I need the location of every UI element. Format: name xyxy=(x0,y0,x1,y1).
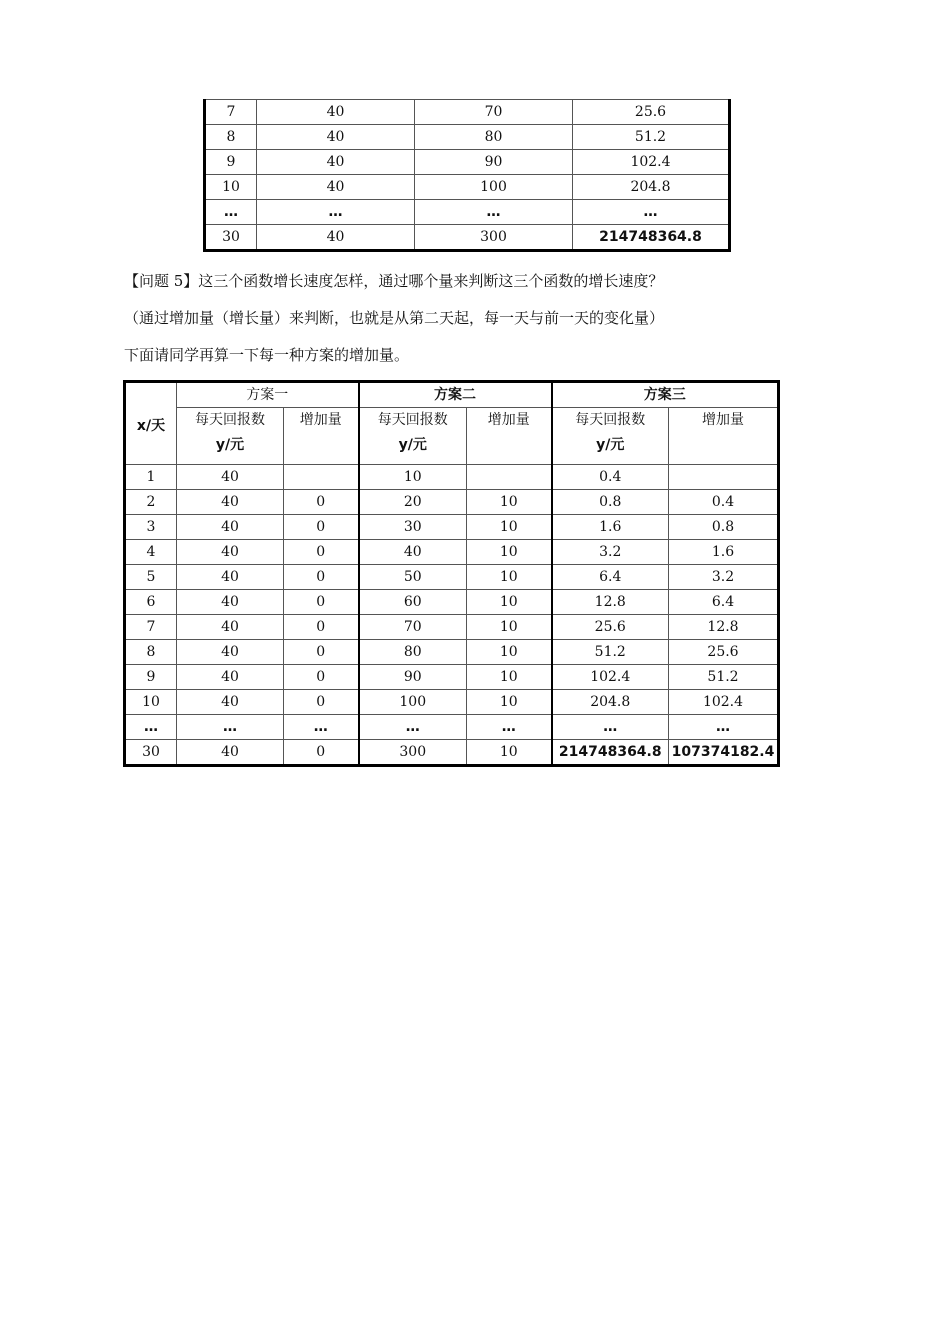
subheader-plan2-daily xyxy=(359,408,467,465)
main-table-cell: 0.8 xyxy=(669,515,779,540)
top-table-cell: 40 xyxy=(257,125,415,150)
main-table-cell: 6 xyxy=(125,590,177,615)
main-table-cell: 3.2 xyxy=(552,540,669,565)
main-table-row xyxy=(125,615,779,640)
main-table-cell: 100 xyxy=(359,690,467,715)
main-table-cell: … xyxy=(359,715,467,740)
daily-return-unit: y/元 xyxy=(398,437,427,453)
main-table-row xyxy=(125,740,779,766)
main-table-cell: 10 xyxy=(125,690,177,715)
top-table-cell: 300 xyxy=(415,225,573,251)
main-table-cell: 90 xyxy=(359,665,467,690)
main-table-cell: 0 xyxy=(284,540,359,565)
main-table-cell: 40 xyxy=(177,465,284,490)
main-table-cell: 10 xyxy=(467,740,552,766)
main-table-cell: 40 xyxy=(177,490,284,515)
main-table-cell: 0.4 xyxy=(669,490,779,515)
top-table-row xyxy=(205,200,730,225)
main-table-cell: … xyxy=(125,715,177,740)
main-table-cell: 102.4 xyxy=(552,665,669,690)
main-table-cell: 300 xyxy=(359,740,467,766)
top-table-cell: 40 xyxy=(257,175,415,200)
main-table-cell: 40 xyxy=(177,590,284,615)
main-table-row xyxy=(125,515,779,540)
main-table-cell: 40 xyxy=(177,515,284,540)
top-table-cell: 40 xyxy=(257,100,415,125)
top-table-cell: 90 xyxy=(415,150,573,175)
main-table-cell: 40 xyxy=(177,540,284,565)
main-table-cell: 8 xyxy=(125,640,177,665)
question-text: 【问题 5】这三个函数增长速度怎样，通过哪个量来判断这三个函数的增长速度？ xyxy=(124,272,664,290)
main-table-cell xyxy=(284,465,359,490)
main-table-cell: 6.4 xyxy=(552,565,669,590)
main-table-cell: 40 xyxy=(177,565,284,590)
main-table-cell: 3 xyxy=(125,515,177,540)
main-table-cell: 0 xyxy=(284,490,359,515)
top-table-cell: 80 xyxy=(415,125,573,150)
top-table-cell: 100 xyxy=(415,175,573,200)
top-table-cell: 8 xyxy=(205,125,257,150)
main-table-cell: 10 xyxy=(467,640,552,665)
main-table-cell: … xyxy=(467,715,552,740)
main-table-cell: … xyxy=(552,715,669,740)
main-table-cell: 107374182.4 xyxy=(669,740,779,766)
main-table-cell: 60 xyxy=(359,590,467,615)
top-table-cell: 40 xyxy=(257,150,415,175)
subheader-plan2-increase: 增加量 xyxy=(467,408,552,465)
subheader-plan3-increase: 增加量 xyxy=(669,408,779,465)
header-row xyxy=(125,382,779,408)
main-table-cell: 10 xyxy=(467,565,552,590)
top-table-row xyxy=(205,100,730,125)
top-table-row xyxy=(205,225,730,251)
main-table-row xyxy=(125,640,779,665)
main-table-row xyxy=(125,490,779,515)
main-table-cell: 3.2 xyxy=(669,565,779,590)
main-table-cell: 40 xyxy=(177,640,284,665)
main-table-cell: … xyxy=(669,715,779,740)
main-table-cell: 102.4 xyxy=(669,690,779,715)
instruction-text: 下面请同学再算一下每一种方案的增加量。 xyxy=(124,346,410,364)
main-table-row xyxy=(125,565,779,590)
main-table-cell: 4 xyxy=(125,540,177,565)
main-table-cell: 0 xyxy=(284,665,359,690)
main-table-cell: 0 xyxy=(284,515,359,540)
daily-return-unit: y/元 xyxy=(596,437,625,453)
top-table-cell: … xyxy=(415,200,573,225)
main-table-row xyxy=(125,590,779,615)
main-table-cell: 80 xyxy=(359,640,467,665)
main-table-row xyxy=(125,465,779,490)
main-table-cell: 10 xyxy=(467,590,552,615)
top-table-cell: … xyxy=(573,200,730,225)
main-table-cell: 10 xyxy=(467,615,552,640)
main-table-cell: 50 xyxy=(359,565,467,590)
main-table-cell: 9 xyxy=(125,665,177,690)
main-table-cell: 1.6 xyxy=(552,515,669,540)
main-table-cell: … xyxy=(177,715,284,740)
main-table-body xyxy=(125,382,779,766)
daily-return-label: 每天回报数 xyxy=(575,412,646,428)
top-table-row xyxy=(205,175,730,200)
header-plan2: 方案二 xyxy=(359,382,552,408)
main-table-cell: 10 xyxy=(467,665,552,690)
main-table-cell: 40 xyxy=(177,740,284,766)
main-table-cell: 10 xyxy=(359,465,467,490)
main-table-row xyxy=(125,665,779,690)
daily-return-unit: y/元 xyxy=(215,437,245,453)
main-table-cell: 5 xyxy=(125,565,177,590)
main-table-cell: 70 xyxy=(359,615,467,640)
main-table-cell xyxy=(669,465,779,490)
main-table-cell: 20 xyxy=(359,490,467,515)
top-table-cell: … xyxy=(257,200,415,225)
main-table-cell: 10 xyxy=(467,515,552,540)
main-table-cell: 10 xyxy=(467,690,552,715)
main-table-cell: 10 xyxy=(467,540,552,565)
top-table-row xyxy=(205,125,730,150)
main-table xyxy=(123,380,780,767)
main-table-cell: 10 xyxy=(467,490,552,515)
top-table-row xyxy=(205,150,730,175)
main-table-cell: 12.8 xyxy=(552,590,669,615)
main-table-cell: 25.6 xyxy=(552,615,669,640)
header-x-day: x/天 xyxy=(125,382,177,465)
top-table-cell: … xyxy=(205,200,257,225)
main-table-cell: 0 xyxy=(284,565,359,590)
top-table-cell: 214748364.8 xyxy=(573,225,730,251)
main-table-cell: 0 xyxy=(284,640,359,665)
top-table-body xyxy=(205,100,730,251)
main-table-cell: 30 xyxy=(125,740,177,766)
top-table-cell: 40 xyxy=(257,225,415,251)
main-table-cell: 6.4 xyxy=(669,590,779,615)
main-table-cell: 40 xyxy=(177,690,284,715)
main-table-cell: 1 xyxy=(125,465,177,490)
top-table-cell: 102.4 xyxy=(573,150,730,175)
main-table-cell: 204.8 xyxy=(552,690,669,715)
main-table-cell: … xyxy=(284,715,359,740)
subheader-plan3-daily xyxy=(552,408,669,465)
main-table-cell: 51.2 xyxy=(552,640,669,665)
subheader-row xyxy=(125,408,779,465)
main-table-cell: 51.2 xyxy=(669,665,779,690)
main-table-cell: 0 xyxy=(284,740,359,766)
main-table-row xyxy=(125,540,779,565)
header-plan3: 方案三 xyxy=(552,382,779,408)
main-table-cell: 214748364.8 xyxy=(552,740,669,766)
main-table-cell: 12.8 xyxy=(669,615,779,640)
top-table xyxy=(203,99,731,252)
main-table-cell: 1.6 xyxy=(669,540,779,565)
subheader-plan1-daily xyxy=(177,408,284,465)
answer-text: （通过增加量（增长量）来判断，也就是从第二天起，每一天与前一天的变化量） xyxy=(124,309,665,327)
main-table-cell: 40 xyxy=(177,665,284,690)
main-table-cell: 0.4 xyxy=(552,465,669,490)
main-table-cell: 7 xyxy=(125,615,177,640)
main-table-cell xyxy=(467,465,552,490)
subheader-plan1-increase: 增加量 xyxy=(284,408,359,465)
top-table-cell: 9 xyxy=(205,150,257,175)
top-table-cell: 51.2 xyxy=(573,125,730,150)
daily-return-label: 每天回报数 xyxy=(195,412,265,428)
header-plan1: 方案一 xyxy=(177,382,359,408)
main-table-cell: 0 xyxy=(284,590,359,615)
top-table-cell: 204.8 xyxy=(573,175,730,200)
top-table-cell: 30 xyxy=(205,225,257,251)
main-table-row xyxy=(125,715,779,740)
main-table-cell: 0 xyxy=(284,690,359,715)
main-table-cell: 30 xyxy=(359,515,467,540)
top-table-cell: 10 xyxy=(205,175,257,200)
main-table-cell: 25.6 xyxy=(669,640,779,665)
top-table-cell: 25.6 xyxy=(573,100,730,125)
top-table-cell: 7 xyxy=(205,100,257,125)
top-table-cell: 70 xyxy=(415,100,573,125)
main-table-cell: 40 xyxy=(359,540,467,565)
main-table-cell: 0 xyxy=(284,615,359,640)
main-table-row xyxy=(125,690,779,715)
main-table-cell: 2 xyxy=(125,490,177,515)
main-table-cell: 40 xyxy=(177,615,284,640)
main-table-cell: 0.8 xyxy=(552,490,669,515)
daily-return-label: 每天回报数 xyxy=(377,412,448,428)
